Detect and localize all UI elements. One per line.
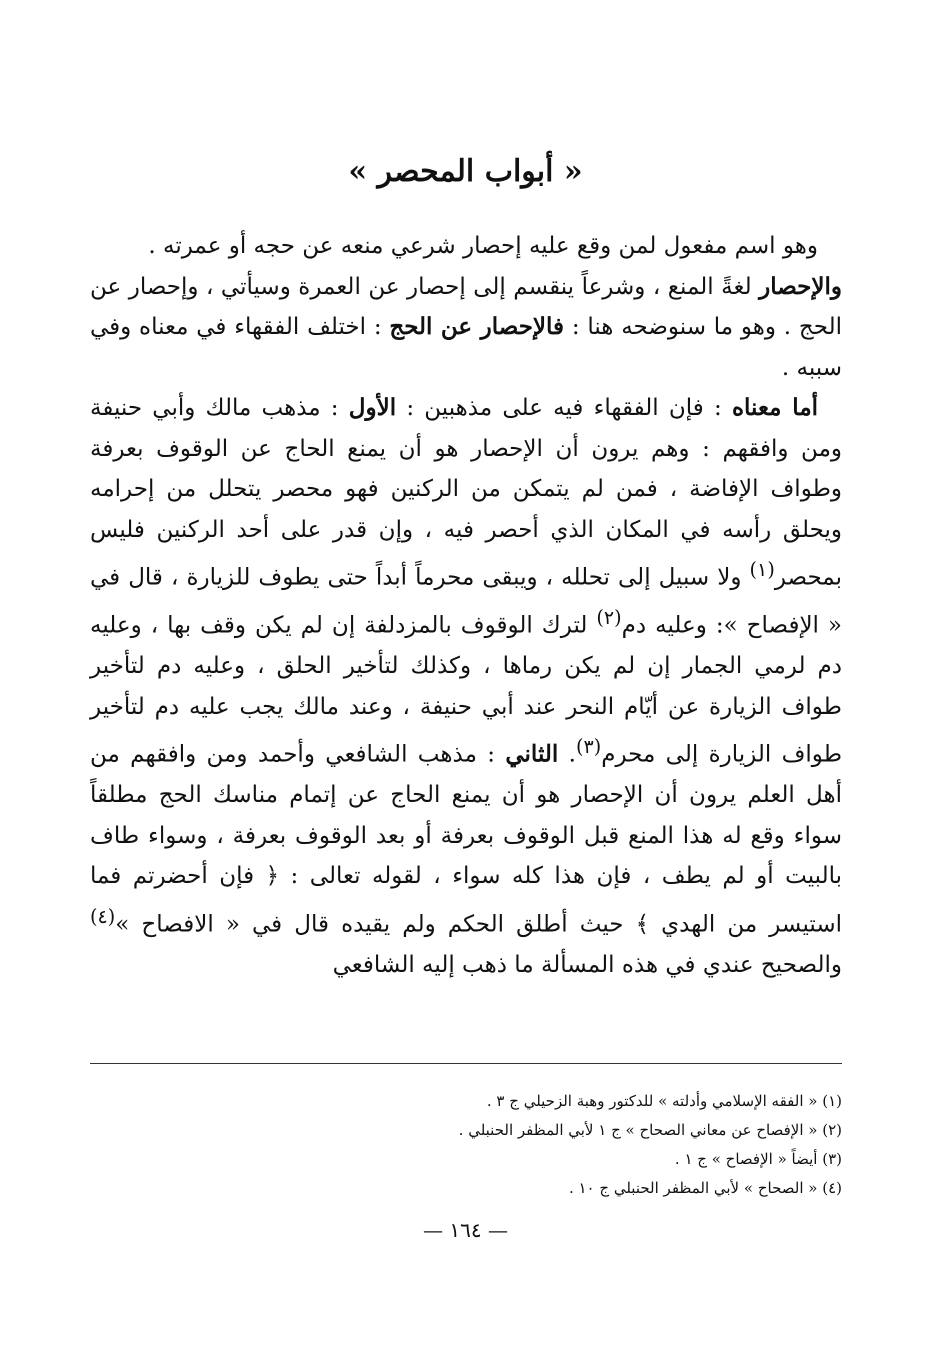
footnote-1: (١) « الفقه الإسلامي وأدلته » للدكتور وهبة الزحيلي ج ٣ . xyxy=(486,1092,842,1110)
meaning-text-7: والصحيح عندي في هذه المسألة ما ذهب إليه الشافعي xyxy=(332,952,842,979)
term-ihsar-hajj: فالإحصار عن الحج xyxy=(389,313,565,340)
meaning-paragraph xyxy=(90,388,842,986)
footnote-ref-1: (١) xyxy=(749,558,775,581)
term-ihsar: والإحصار xyxy=(759,272,842,300)
meaning-text-1: : فإن الفقهاء فيه على مذهبين : xyxy=(396,395,732,421)
footnotes xyxy=(90,1087,842,1203)
chapter-title: « أبواب المحصر » xyxy=(348,154,583,189)
meaning-text-4: لترك الوقوف بالمزدلفة إن لم يكن وقف بها ، وعليه دم لرمي الجمار إن لم يكن رماها ، وكذلك لتأخير الحلق ، وعليه دم لتأخير طواف الزيارة عن أيّام النحر عند أبي حنيفة ، وعند مالك يجب عليه دم لتأخير طواف الزيارة إلى محرم xyxy=(90,612,842,768)
meaning-text-3: ولا سبيل إلى تحلله ، ويبقى محرماً أبداً حتى يطوف للزيارة ، قال في « الإفصاح »: وعليه دم xyxy=(90,564,843,639)
footnote-4: (٤) « الصحاح » لأبي المظفر الحنبلي ج ١٠ . xyxy=(568,1179,842,1197)
definition-paragraph xyxy=(90,267,842,389)
term-first: الأول xyxy=(348,394,397,421)
main-text xyxy=(90,226,842,986)
term-meaning: أما معناه xyxy=(731,394,819,421)
footnote-separator xyxy=(90,1063,842,1064)
definition-text-1: لغةً المنع ، وشرعاً ينقسم إلى إحصار عن العمرة وسيأتي ، وإحصار عن الحج . وهو ما سنوضحه هنا : xyxy=(90,273,842,340)
footnote-ref-3: (٣) xyxy=(575,735,602,759)
footnote-ref-4: (٤) xyxy=(90,904,116,928)
intro-text: وهو اسم مفعول لمن وقع عليه إحصار شرعي منعه عن حجه أو عمرته . xyxy=(148,233,818,259)
intro-paragraph xyxy=(90,226,842,267)
footnote-3: (٣) أيضاً « الإفصاح » ج ١ . xyxy=(674,1150,842,1168)
meaning-text-5: . xyxy=(558,741,576,768)
page-number: — ١٦٤ — xyxy=(423,1218,508,1242)
term-second: الثاني xyxy=(505,740,559,768)
meaning-text-6: : مذهب الشافعي وأحمد ومن وافقهم من أهل العلم يرون أن الإحصار هو أن يمنع الحاج عن إتمام مناسك الحج مطلقاً سواء وقع له هذا المنع قبل الوقوف بعرفة أو بعد الوقوف بعرفة ، وسواء طاف بالبيت أو لم يطف ، فإن هذا كله سواء ، لقوله تعالى : ﴿ فإن أحضرتم فما استيسر من الهدي ﴾ حيث أطلق الحكم ولم يقيده قال في « الافصاح » xyxy=(90,741,842,938)
footnote-2: (٢) « الإفصاح عن معاني الصحاح » ج ١ لأبي المظفر الحنبلي . xyxy=(458,1121,842,1139)
definition-text-2: : اختلف الفقهاء في معناه وفي سببه . xyxy=(90,314,842,381)
meaning-text-2: : مذهب مالك وأبي حنيفة ومن وافقهم : وهم يرون أن الإحصار هو أن يمنع الحاج عن الوقوف بعرفة وطواف الإفاضة ، فمن لم يتمكن من الركنين فهو محصر يتحلل من إحرامه ويحلق رأسه في المكان الذي أحصر فيه ، وإن قدر على أحد الركنين فليس بمحصر xyxy=(90,395,842,591)
footnote-ref-2: (٢) xyxy=(596,606,622,630)
